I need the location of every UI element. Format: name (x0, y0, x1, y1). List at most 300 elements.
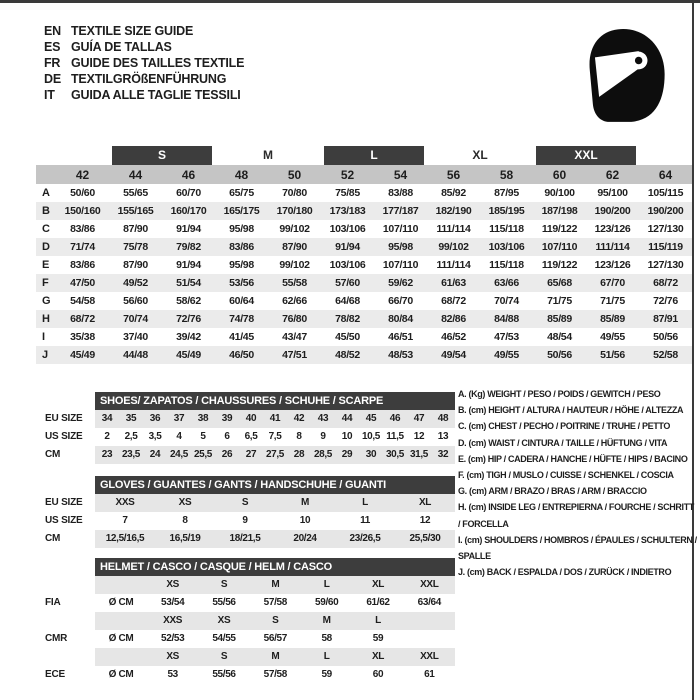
gloves-table (45, 494, 457, 548)
size-value: 35/38 (70, 331, 95, 343)
size-value: 37/40 (123, 331, 148, 343)
size-value: 48/54 (547, 331, 572, 343)
cell-value: 59 (321, 669, 332, 680)
cell-value: 10 (341, 431, 353, 442)
size-value: 49/55 (600, 331, 625, 343)
helmet-row (45, 630, 457, 648)
cell-value: 42 (293, 413, 305, 424)
size-label: 60 (552, 167, 567, 182)
size-value: 111/114 (436, 223, 471, 235)
size-value: 70/74 (494, 295, 519, 307)
cell-value: 12 (413, 431, 425, 442)
measure-row-c (36, 220, 692, 238)
size-value: 55/58 (282, 277, 307, 289)
size-value: 123/126 (594, 223, 631, 235)
cell-value: M (271, 579, 280, 590)
size-value: 51/54 (176, 277, 201, 289)
legend-item: J. (cm) BACK / ESPALDA / DOS / ZURÜCK / INDIETRO (458, 567, 672, 578)
size-value: 85/89 (600, 313, 625, 325)
textile-size-table (36, 145, 692, 364)
cell-value: 28 (293, 449, 305, 460)
size-value: 83/86 (70, 223, 95, 235)
cell-value: 7,5 (268, 431, 282, 442)
cell-value: 5 (200, 431, 206, 442)
size-value: 170/180 (276, 205, 313, 217)
size-value: 127/130 (647, 259, 684, 271)
cell-value: L (323, 579, 330, 590)
cell-value: 43 (317, 413, 329, 424)
size-value: 39/42 (176, 331, 201, 343)
size-value: 119/122 (541, 223, 578, 235)
cell-value: 55/56 (212, 669, 236, 680)
size-value: 119/122 (541, 259, 578, 271)
size-value: 187/198 (541, 205, 578, 217)
cell-value: XS (217, 615, 231, 626)
cell-value: 58 (321, 633, 332, 644)
size-value: 190/200 (594, 205, 631, 217)
size-value: 60/70 (176, 187, 201, 199)
size-label: 56 (446, 167, 461, 182)
row-letter: I (42, 331, 45, 343)
cell-value: 54/55 (212, 633, 236, 644)
cell-value: 8 (182, 515, 188, 526)
language-code: FR (44, 56, 61, 70)
cell-value: 31,5 (409, 449, 429, 460)
legend-item: E. (cm) HIP / CADERA / HANCHE / HÜFTE / HIPS / BACINO (458, 453, 688, 464)
size-value: 80/84 (388, 313, 413, 325)
cell-value: 55/56 (212, 597, 236, 608)
size-value: 99/102 (279, 223, 310, 235)
size-value: 75/78 (123, 241, 148, 253)
helmet-icon-svg (570, 16, 674, 130)
size-value: 127/130 (647, 223, 684, 235)
cell-value: XL (371, 651, 385, 662)
cell-value: 30 (365, 449, 377, 460)
size-value: 85/92 (441, 187, 466, 199)
cell-value: 57/58 (263, 669, 287, 680)
size-value: 91/94 (335, 241, 360, 253)
cell-value: 12,5/16,5 (105, 533, 145, 544)
row-label: ECE (45, 669, 65, 680)
cell-value: 23,5 (121, 449, 141, 460)
helmet-icon (570, 16, 674, 130)
cell-value: 57/58 (263, 597, 287, 608)
cells (95, 410, 455, 428)
cell-value: 59 (372, 633, 384, 644)
measure-row-i (36, 328, 692, 346)
helmet-row (45, 594, 457, 612)
size-value: 61/63 (441, 277, 466, 289)
cell-value: XS (166, 579, 179, 590)
cell-value: 41 (269, 413, 281, 424)
size-label: 44 (128, 167, 143, 182)
measure-row-j (36, 346, 692, 364)
row-letter: F (42, 277, 49, 289)
cell-value: 30,5 (385, 449, 405, 460)
size-value: 43/47 (282, 331, 307, 343)
size-value: 66/70 (388, 295, 413, 307)
size-value: 182/190 (435, 205, 472, 217)
cell-value: S (241, 497, 249, 508)
size-value: 49/54 (441, 349, 466, 361)
size-band-s: S (112, 146, 212, 165)
cells (95, 428, 455, 446)
shoes-row (45, 410, 457, 428)
size-value: 72/76 (176, 313, 201, 325)
size-value: 49/52 (123, 277, 148, 289)
size-value: 65/75 (229, 187, 254, 199)
language-row (44, 39, 244, 55)
legend-item: D. (cm) WAIST / CINTURA / TAILLE / HÜFTUNG / VITA (458, 437, 668, 448)
size-value: 56/60 (123, 295, 148, 307)
size-value: 99/102 (279, 259, 310, 271)
language-title: GUIDE DES TAILLES TEXTILE (71, 56, 245, 70)
cell-value: Ø CM (108, 597, 134, 608)
measure-row-g (36, 292, 692, 310)
row-letter: D (42, 241, 50, 253)
size-value: 45/50 (335, 331, 360, 343)
size-value: 57/60 (335, 277, 360, 289)
language-code: EN (44, 24, 61, 38)
size-value: 46/52 (441, 331, 466, 343)
helmet-row (45, 648, 457, 666)
size-value: 107/110 (382, 259, 419, 271)
size-value: 150/160 (64, 205, 101, 217)
size-value: 67/70 (600, 277, 625, 289)
shoes-row (45, 446, 457, 464)
shoes-row (45, 428, 457, 446)
size-band-m: M (263, 147, 273, 162)
size-label: 62 (605, 167, 620, 182)
language-row (44, 87, 244, 103)
row-label: CM (45, 533, 61, 544)
language-title-list (44, 23, 244, 103)
cell-value: XXS (163, 615, 183, 626)
cell-value: L (323, 651, 330, 662)
size-value: 155/165 (117, 205, 154, 217)
size-value: 87/90 (123, 223, 148, 235)
size-value: 59/62 (388, 277, 413, 289)
size-label: 46 (181, 167, 196, 182)
size-value: 52/58 (653, 349, 678, 361)
size-label: 52 (340, 167, 355, 182)
helmet-row (45, 666, 457, 684)
top-border (0, 0, 700, 3)
cell-value: 12 (419, 515, 431, 526)
legend-item: F. (cm) TIGH / MUSLO / CUISSE / SCHENKEL / COSCIA (458, 470, 674, 481)
cell-value: XXL (420, 579, 439, 590)
size-value: 103/106 (488, 241, 525, 253)
cell-value: 10,5 (361, 431, 381, 442)
legend-item: I. (cm) SHOULDERS / HOMBROS / ÉPAULES / SCHULTERN / SPALLE (458, 534, 697, 562)
row-label: FIA (45, 597, 61, 608)
cell-value: XXL (420, 651, 439, 662)
cell-value: 32 (437, 449, 449, 460)
cell-value: 40 (245, 413, 257, 424)
right-border (692, 0, 694, 700)
row-label (45, 612, 95, 630)
cell-value: 8 (296, 431, 302, 442)
size-value: 68/72 (653, 277, 678, 289)
size-value: 72/76 (653, 295, 678, 307)
size-band-row (36, 145, 692, 165)
size-value: 46/50 (229, 349, 254, 361)
shoes-section-title: SHOES/ ZAPATOS / CHAUSSURES / SCHUHE / SCARPE (95, 392, 455, 410)
size-value: 71/75 (547, 295, 572, 307)
size-value: 79/82 (176, 241, 201, 253)
cells (95, 630, 455, 648)
helmet-section (45, 558, 457, 684)
size-value: 83/88 (388, 187, 413, 199)
cell-value: XS (178, 497, 192, 508)
cells (95, 530, 455, 548)
size-header-row (36, 165, 692, 184)
gloves-row (45, 512, 457, 530)
size-value: 83/86 (70, 259, 95, 271)
language-title: GUIDA ALLE TAGLIE TESSILI (71, 88, 241, 102)
cells (95, 446, 455, 464)
size-value: 91/94 (176, 223, 201, 235)
size-value: 107/110 (382, 223, 419, 235)
cell-value: 26 (221, 449, 233, 460)
cell-value: 59/60 (315, 597, 339, 608)
size-label: 48 (234, 167, 249, 182)
size-value: 87/90 (123, 259, 148, 271)
size-value: 58/62 (176, 295, 201, 307)
size-value: 46/51 (388, 331, 413, 343)
measure-row-b (36, 202, 692, 220)
size-value: 47/53 (494, 331, 519, 343)
size-value: 95/98 (229, 259, 254, 271)
cell-value: XL (371, 579, 385, 590)
cell-value: 24 (149, 449, 161, 460)
row-letter: J (42, 349, 48, 361)
cell-value: M (301, 497, 309, 508)
size-value: 44/48 (123, 349, 148, 361)
cell-value: 47 (413, 413, 425, 424)
cell-value: 23 (101, 449, 113, 460)
legend-item: H. (cm) INSIDE LEG / ENTREPIERNA / FOURCHE / SCHRITT / FORCELLA (458, 502, 694, 529)
row-label (45, 648, 95, 666)
cell-value: 27 (245, 449, 257, 460)
size-value: 41/45 (229, 331, 254, 343)
size-value: 78/82 (335, 313, 360, 325)
helmet-row (45, 576, 457, 594)
row-letter: C (42, 223, 50, 235)
size-value: 50/60 (70, 187, 95, 199)
size-value: 87/90 (282, 241, 307, 253)
cell-value: 53/54 (161, 597, 185, 608)
cell-value: 16,5/19 (169, 533, 201, 544)
size-value: 47/51 (282, 349, 307, 361)
cell-value: 18/21,5 (229, 533, 261, 544)
cell-value: 53 (167, 669, 178, 680)
size-value: 83/86 (229, 241, 254, 253)
cells (95, 512, 455, 530)
cell-value: 38 (197, 413, 209, 424)
row-label: US SIZE (45, 431, 83, 442)
size-value: 62/66 (282, 295, 307, 307)
cell-value: 4 (176, 431, 182, 442)
cell-value: 39 (221, 413, 233, 424)
row-letter: H (42, 313, 50, 325)
cell-value: M (271, 651, 280, 662)
cell-value: 29 (341, 449, 353, 460)
language-title: TEXTILE SIZE GUIDE (71, 24, 194, 38)
size-value: 45/49 (70, 349, 95, 361)
size-value: 70/74 (123, 313, 148, 325)
cell-value: S (272, 615, 279, 626)
size-value: 95/100 (597, 187, 628, 199)
cell-value: 10 (299, 515, 311, 526)
size-value: 165/175 (223, 205, 260, 217)
size-value: 99/102 (438, 241, 469, 253)
cell-value: 61/62 (366, 597, 390, 608)
size-value: 71/74 (70, 241, 95, 253)
size-band-l: L (324, 146, 424, 165)
legend-item: B. (cm) HEIGHT / ALTURA / HAUTEUR / HÖHE / ALTEZZA (458, 405, 684, 416)
size-label: 64 (658, 167, 673, 182)
language-code: DE (44, 72, 61, 86)
measure-row-d (36, 238, 692, 256)
language-title: TEXTILGRÖßENFÜHRUNG (71, 72, 227, 86)
language-row (44, 23, 244, 39)
language-code: IT (44, 88, 55, 102)
cell-value: 6,5 (244, 431, 258, 442)
size-value: 185/195 (488, 205, 525, 217)
cell-value: 13 (437, 431, 449, 442)
size-value: 45/49 (176, 349, 201, 361)
size-value: 111/114 (595, 241, 630, 253)
cell-value: 44 (341, 413, 353, 424)
size-value: 68/72 (70, 313, 95, 325)
cells (95, 666, 455, 684)
row-letter: G (42, 295, 51, 307)
cell-value: XS (166, 651, 179, 662)
cell-value: Ø CM (108, 633, 134, 644)
size-value: 48/53 (388, 349, 413, 361)
cell-value: 35 (125, 413, 137, 424)
size-value: 55/65 (123, 187, 148, 199)
cell-value: XL (418, 497, 432, 508)
row-label (45, 576, 95, 594)
cell-value: 25,5/30 (409, 533, 441, 544)
size-value: 107/110 (541, 241, 578, 253)
size-value: 111/114 (436, 259, 471, 271)
size-value: 65/68 (547, 277, 572, 289)
measurement-legend (458, 386, 698, 580)
cell-value: L (375, 615, 381, 626)
cell-value: 11,5 (386, 431, 404, 442)
helmet-table (45, 576, 457, 684)
helmet-section-title: HELMET / CASCO / CASQUE / HELM / CASCO (95, 558, 455, 576)
cell-value: Ø CM (108, 669, 134, 680)
size-value: 115/119 (648, 241, 683, 253)
cell-value: XXS (115, 497, 135, 508)
size-value: 84/88 (494, 313, 519, 325)
gloves-row (45, 494, 457, 512)
cell-value: 52/53 (161, 633, 185, 644)
size-label: 42 (75, 167, 90, 182)
cell-value: 61 (424, 669, 435, 680)
size-value: 64/68 (335, 295, 360, 307)
cell-value: 46 (389, 413, 401, 424)
size-label: 58 (499, 167, 514, 182)
cell-value: 24,5 (169, 449, 189, 460)
size-value: 123/126 (594, 259, 631, 271)
size-value: 60/64 (229, 295, 254, 307)
size-value: 160/170 (170, 205, 207, 217)
language-row (44, 71, 244, 87)
language-title: GUÍA DE TALLAS (71, 40, 172, 54)
size-value: 76/80 (282, 313, 307, 325)
size-value: 74/78 (229, 313, 254, 325)
row-label: EU SIZE (45, 413, 83, 424)
row-label: CM (45, 449, 61, 460)
size-value: 68/72 (441, 295, 466, 307)
size-band-xl: XL (472, 147, 488, 162)
size-label: 50 (287, 167, 302, 182)
cells (95, 648, 455, 666)
size-value: 91/94 (176, 259, 201, 271)
cell-value: 28,5 (313, 449, 333, 460)
size-value: 50/56 (547, 349, 572, 361)
size-value: 115/118 (489, 259, 524, 271)
cell-value: 7 (122, 515, 128, 526)
cell-value: M (322, 615, 331, 626)
size-label: 54 (393, 167, 408, 182)
cell-value: 34 (101, 413, 113, 424)
cell-value: 36 (149, 413, 161, 424)
legend-item: G. (cm) ARM / BRAZO / BRAS / ARM / BRACCIO (458, 486, 647, 497)
row-label: CMR (45, 633, 68, 644)
size-value: 49/55 (494, 349, 519, 361)
cells (95, 594, 455, 612)
language-code: ES (44, 40, 61, 54)
size-value: 82/86 (441, 313, 466, 325)
size-value: 87/95 (494, 187, 519, 199)
cell-value: 3,5 (148, 431, 162, 442)
measure-row-a (36, 184, 692, 202)
cell-value: 6 (224, 431, 230, 442)
cell-value: 23/26,5 (349, 533, 381, 544)
row-label: EU SIZE (45, 497, 83, 508)
size-band-xxl: XXL (536, 146, 636, 165)
row-label: US SIZE (45, 515, 83, 526)
size-value: 85/89 (547, 313, 572, 325)
language-row (44, 55, 244, 71)
row-letter: B (42, 205, 50, 217)
measure-row-f (36, 274, 692, 292)
cell-value: 20/24 (293, 533, 317, 544)
cell-value: 9 (242, 515, 248, 526)
cell-value: L (362, 497, 368, 508)
size-value: 115/118 (489, 223, 524, 235)
size-value: 47/50 (70, 277, 95, 289)
gloves-section-title: GLOVES / GUANTES / GANTS / HANDSCHUHE / GUANTI (95, 476, 455, 494)
helmet-row (45, 612, 457, 630)
cells (95, 612, 455, 630)
cell-value: 56/57 (263, 633, 287, 644)
cell-value: 25,5 (193, 449, 213, 460)
cell-value: S (220, 579, 228, 590)
size-value: 90/100 (544, 187, 575, 199)
size-value: 50/56 (653, 331, 678, 343)
size-value: 53/56 (229, 277, 254, 289)
size-value: 103/106 (329, 223, 366, 235)
cell-value: 2,5 (124, 431, 138, 442)
legend-item: C. (cm) CHEST / PECHO / POITRINE / TRUHE / PETTO (458, 421, 671, 432)
